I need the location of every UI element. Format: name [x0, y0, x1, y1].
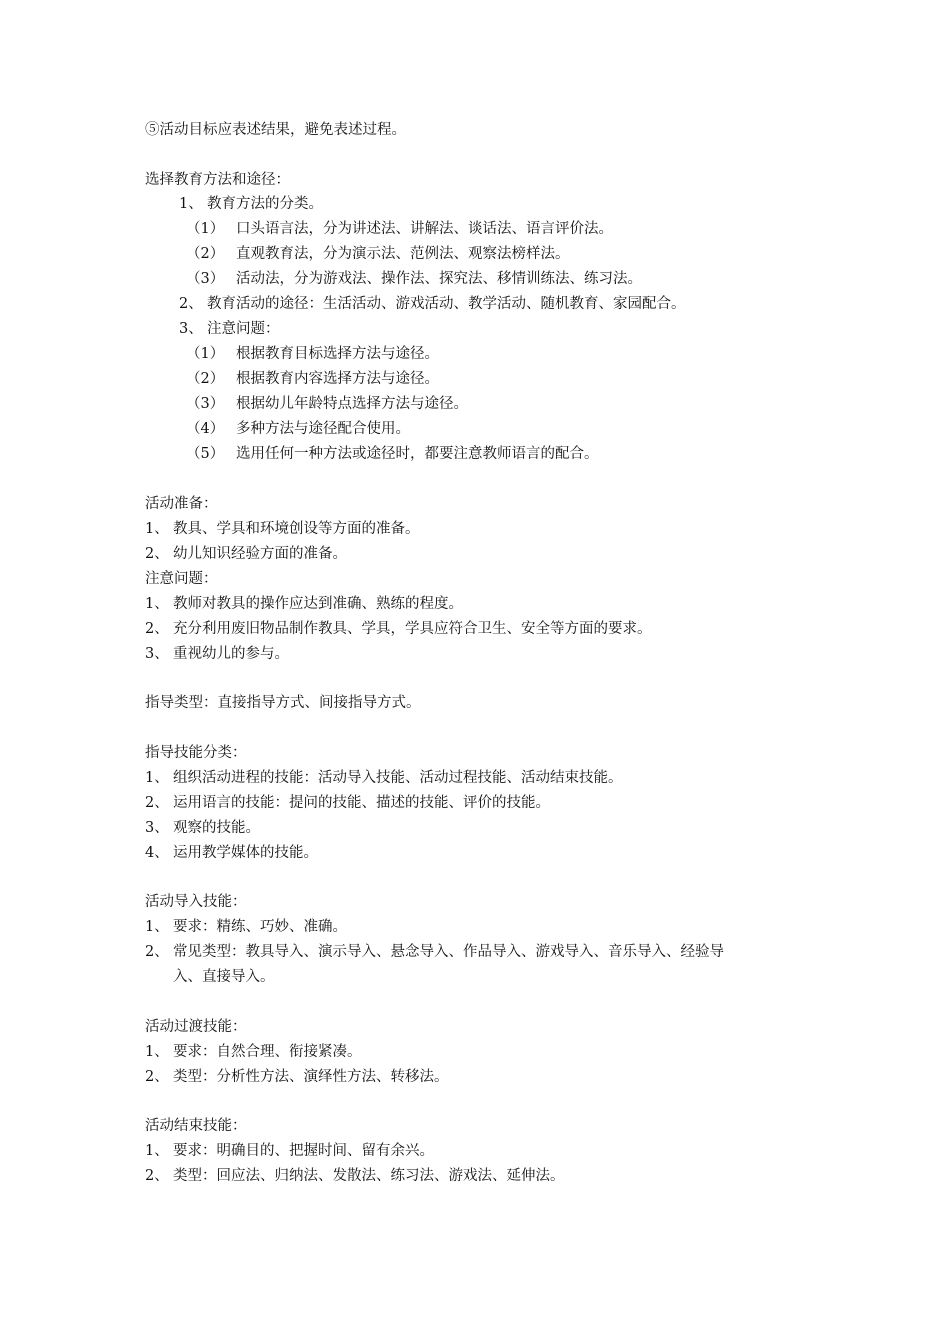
list-text: 教具、学具和环境创设等方面的准备。: [173, 521, 420, 537]
guide-skills-heading: 指导技能分类：: [145, 745, 247, 761]
intro-skill-item-2-continued: 入、直接导入。: [173, 969, 275, 985]
list-number: （2）: [186, 246, 225, 262]
list-number: 1、: [179, 196, 203, 212]
list-text: 口头语言法，分为讲述法、讲解法、谈话法、语言评价法。: [236, 221, 613, 237]
list-number: 2、: [145, 944, 169, 960]
list-text: 要求：明确目的、把握时间、留有余兴。: [173, 1143, 434, 1159]
notes-item-4: [186, 420, 410, 438]
list-text: 充分利用废旧物品制作教具、学具，学具应符合卫生、安全等方面的要求。: [173, 621, 652, 637]
list-number: 3、: [145, 820, 169, 836]
ending-skill-item-2: [145, 1167, 565, 1185]
list-number: 2、: [145, 621, 169, 637]
methods-item-1: [186, 220, 613, 238]
list-number: （1）: [186, 346, 225, 362]
list-number: （3）: [186, 396, 225, 412]
list-number: 3、: [179, 321, 203, 337]
methods-section-1: [179, 195, 323, 213]
list-text: 常见类型：教具导入、演示导入、悬念导入、作品导入、游戏导入、音乐导入、经验导: [173, 944, 724, 960]
notes-item-5: [186, 445, 599, 463]
guide-types-line: 指导类型：直接指导方式、间接指导方式。: [145, 695, 421, 711]
list-number: 2、: [145, 1069, 169, 1085]
list-text: 类型：分析性方法、演绎性方法、转移法。: [173, 1069, 449, 1085]
list-text: 重视幼儿的参与。: [173, 646, 289, 662]
prep-note-3: [145, 645, 289, 663]
list-number: 2、: [145, 795, 169, 811]
list-text: 幼儿知识经验方面的准备。: [173, 546, 347, 562]
notes-item-1: [186, 345, 439, 363]
list-text: 注意问题：: [207, 321, 280, 337]
notes-item-2: [186, 370, 439, 388]
prep-notes-heading: 注意问题：: [145, 571, 218, 587]
transition-skill-item-1: [145, 1043, 362, 1061]
list-number: 1、: [145, 596, 169, 612]
list-number: （2）: [186, 371, 225, 387]
list-number: （5）: [186, 446, 225, 462]
list-text: 要求：自然合理、衔接紧凑。: [173, 1044, 362, 1060]
list-text: 直观教育法，分为演示法、范例法、观察法榜样法。: [236, 246, 570, 262]
guide-skill-4: [145, 844, 318, 862]
ending-skill-heading: 活动结束技能：: [145, 1118, 247, 1134]
methods-item-3: [186, 270, 642, 288]
list-text: 教育活动的途径：生活活动、游戏活动、教学活动、随机教育、家园配合。: [207, 296, 686, 312]
notes-item-3: [186, 395, 468, 413]
list-number: 2、: [179, 296, 203, 312]
list-text: 运用教学媒体的技能。: [173, 845, 318, 861]
intro-skill-heading: 活动导入技能：: [145, 894, 247, 910]
list-text: 要求：精练、巧妙、准确。: [173, 919, 347, 935]
list-text: 教育方法的分类。: [207, 196, 323, 212]
list-number: （1）: [186, 221, 225, 237]
list-number: 2、: [145, 1168, 169, 1184]
intro-skill-item-2: [145, 943, 724, 961]
list-text: 组织活动进程的技能：活动导入技能、活动过程技能、活动结束技能。: [173, 770, 623, 786]
list-text: 选用任何一种方法或途径时，都要注意教师语言的配合。: [236, 446, 599, 462]
guide-skill-1: [145, 769, 623, 787]
methods-item-2: [186, 245, 570, 263]
intro-skill-item-1: [145, 918, 347, 936]
list-text: 教师对教具的操作应达到准确、熟练的程度。: [173, 596, 463, 612]
list-text: 类型：回应法、归纳法、发散法、练习法、游戏法、延伸法。: [173, 1168, 565, 1184]
list-text: 运用语言的技能：提问的技能、描述的技能、评价的技能。: [173, 795, 550, 811]
goal-5-line: ⑤活动目标应表述结果，避免表述过程。: [145, 122, 406, 138]
list-number: 1、: [145, 919, 169, 935]
list-number: 1、: [145, 521, 169, 537]
list-text: 观察的技能。: [173, 820, 260, 836]
transition-skill-item-2: [145, 1068, 449, 1086]
methods-section-3: [179, 320, 280, 338]
guide-skill-3: [145, 819, 260, 837]
list-number: 3、: [145, 646, 169, 662]
methods-section-2: [179, 295, 686, 313]
list-text: 根据教育目标选择方法与途径。: [236, 346, 439, 362]
list-text: 根据教育内容选择方法与途径。: [236, 371, 439, 387]
prep-item-1: [145, 520, 420, 538]
list-number: （3）: [186, 271, 225, 287]
prep-item-2: [145, 545, 347, 563]
guide-skill-2: [145, 794, 550, 812]
ending-skill-item-1: [145, 1142, 434, 1160]
list-text: 根据幼儿年龄特点选择方法与途径。: [236, 396, 468, 412]
prep-note-2: [145, 620, 652, 638]
list-number: 4、: [145, 845, 169, 861]
list-text: 多种方法与途径配合使用。: [236, 421, 410, 437]
prep-heading: 活动准备：: [145, 496, 218, 512]
list-number: 1、: [145, 770, 169, 786]
prep-note-1: [145, 595, 463, 613]
methods-heading: 选择教育方法和途径：: [145, 172, 290, 188]
list-number: 1、: [145, 1044, 169, 1060]
list-text: 活动法，分为游戏法、操作法、探究法、移情训练法、练习法。: [236, 271, 642, 287]
list-number: 1、: [145, 1143, 169, 1159]
list-number: （4）: [186, 421, 225, 437]
transition-skill-heading: 活动过渡技能：: [145, 1019, 247, 1035]
list-number: 2、: [145, 546, 169, 562]
